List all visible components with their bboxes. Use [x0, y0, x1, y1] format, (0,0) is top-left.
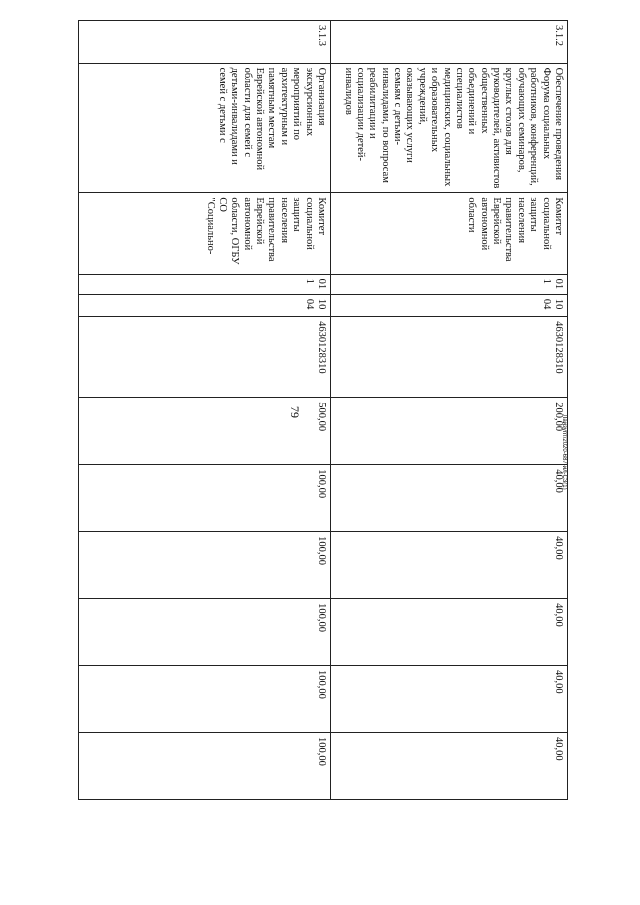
csr-code: 4630128310 — [331, 317, 568, 398]
year-amount: 100,00 — [79, 666, 331, 733]
page-number: 79 — [288, 406, 302, 418]
year-amount: 40,00 — [331, 732, 568, 799]
budget-code: 011 — [331, 274, 568, 294]
section-code: 1004 — [331, 294, 568, 316]
document-stamp: Лайзупт/2020-687-ил-С3(1) — [561, 414, 567, 490]
year-amount: 40,00 — [331, 599, 568, 666]
year-amount: 100,00 — [79, 532, 331, 599]
budget-table-wrapper — [58, 20, 568, 800]
row-number: 3.1.3 — [79, 21, 331, 64]
total-amount: 500,00 — [79, 398, 331, 465]
year-amount: 40,00 — [331, 666, 568, 733]
executor: Комитет социальной защиты населения правительства Еврейской автономной области, ОГБУ СО "Социально- — [79, 193, 331, 274]
budget-code: 011 — [79, 274, 331, 294]
table-row — [79, 21, 331, 800]
year-amount: 40,00 — [331, 532, 568, 599]
year-amount: 100,00 — [79, 732, 331, 799]
activity-name: Организация экскурсионных мероприятий по архитектурным и памятным местам Еврейской автономной области для семей с детьми-инвалидами и семей с детьми с — [79, 63, 331, 193]
year-amount: 40,00 — [331, 465, 568, 532]
rotated-table — [58, 20, 568, 800]
year-amount: 100,00 — [79, 465, 331, 532]
activity-name: Обеспечение проведения Форума социальных работников, конференций, обучающих семинаров, круглых столов для руководителей, активистов общественных объединений и специалистов медицинских, социальных и образовательных учреждений, оказывающих услуги семьям с детьми-инвалидами, по вопросам реабилитации и социализации детей-инвалидов — [331, 63, 568, 193]
total-amount: 200,00 — [331, 398, 568, 465]
section-code: 1004 — [79, 294, 331, 316]
csr-code: 4630128310 — [79, 317, 331, 398]
year-amount: 100,00 — [79, 599, 331, 666]
executor: Комитет социальной защиты населения правительства Еврейской автономной области — [331, 193, 568, 274]
table-row — [331, 21, 568, 800]
budget-table — [78, 20, 568, 800]
row-number: 3.1.2 — [331, 21, 568, 64]
